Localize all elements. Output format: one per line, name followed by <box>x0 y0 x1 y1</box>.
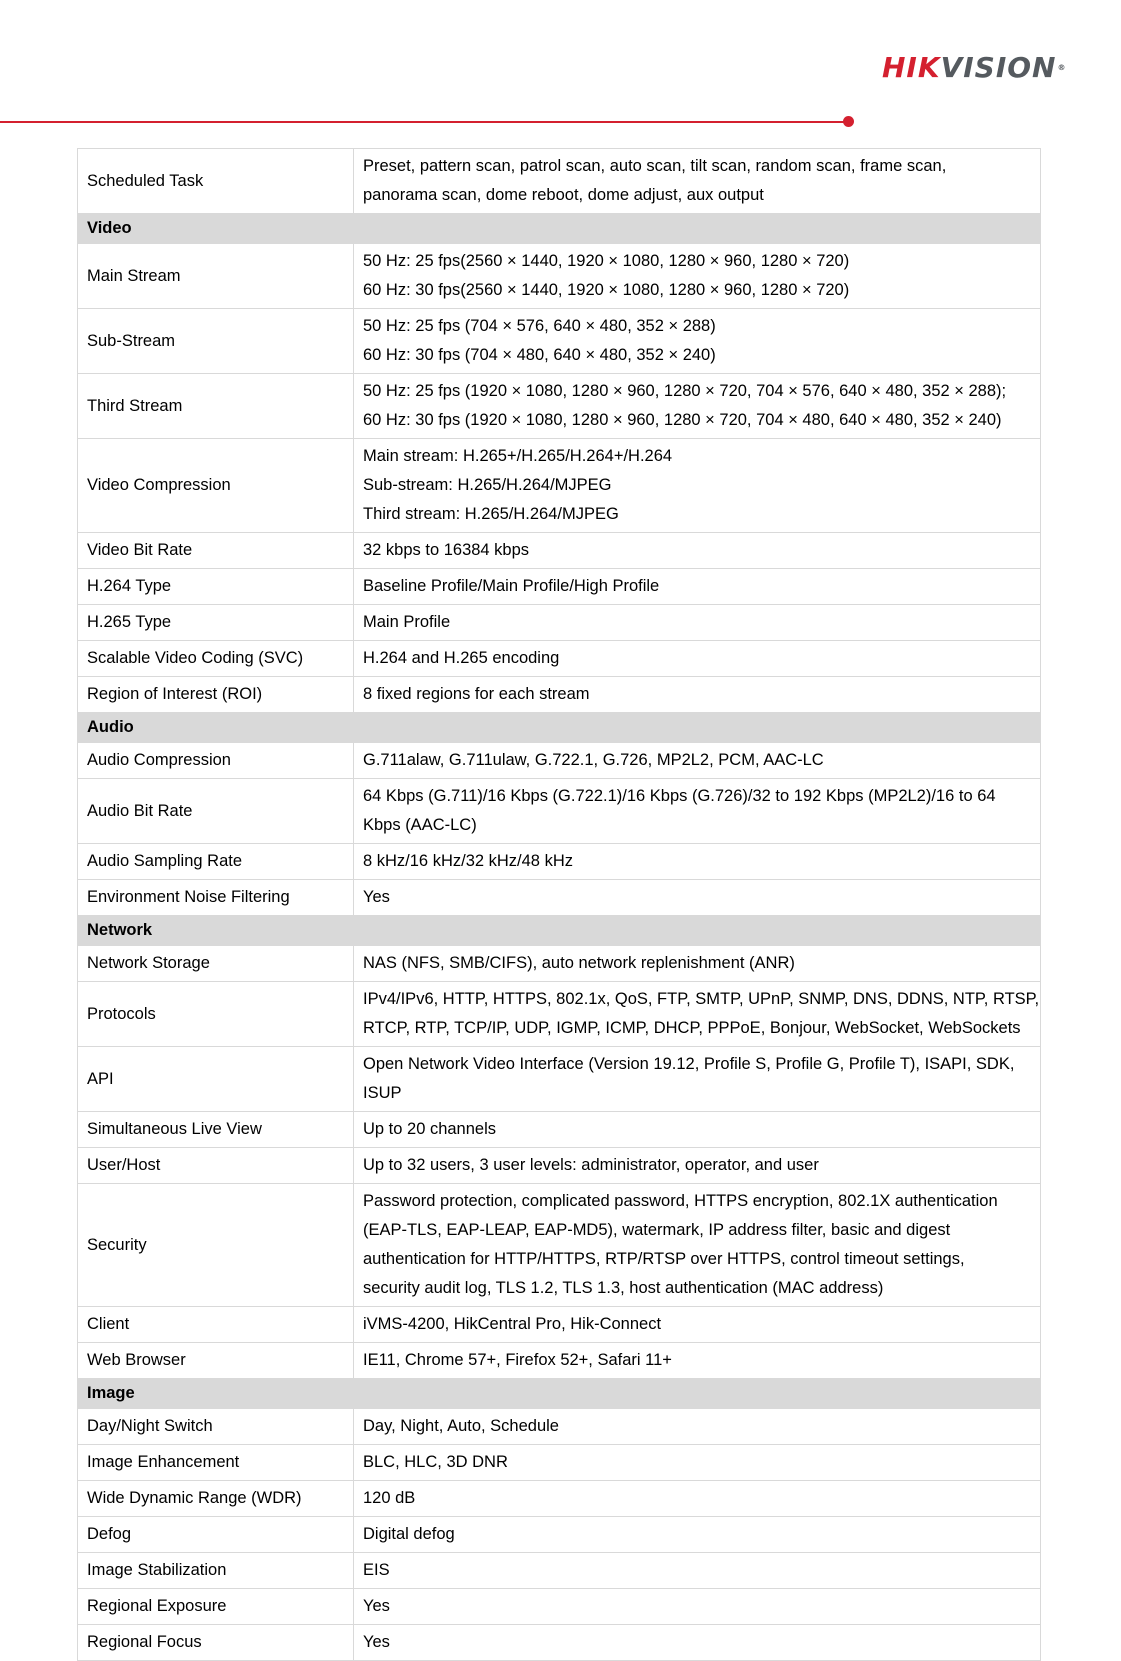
spec-value-line: security audit log, TLS 1.2, TLS 1.3, host authentication (MAC address) <box>363 1279 884 1297</box>
spec-label: Defog <box>78 1517 354 1553</box>
spec-value <box>354 1343 1041 1379</box>
spec-label: H.265 Type <box>78 605 354 641</box>
spec-value-line: NAS (NFS, SMB/CIFS), auto network replenishment (ANR) <box>363 954 795 972</box>
spec-value-line: Yes <box>363 888 390 906</box>
spec-table <box>77 148 1041 1661</box>
spec-value <box>354 743 1041 779</box>
spec-value <box>354 1148 1041 1184</box>
spec-row <box>78 844 1041 880</box>
spec-value-line: Sub-stream: H.265/H.264/MJPEG <box>363 476 612 494</box>
spec-value <box>354 149 1041 214</box>
spec-value <box>354 1445 1041 1481</box>
spec-row <box>78 1445 1041 1481</box>
spec-row <box>78 1343 1041 1379</box>
spec-label: H.264 Type <box>78 569 354 605</box>
spec-row <box>78 880 1041 916</box>
spec-row <box>78 1553 1041 1589</box>
spec-value-line: 50 Hz: 25 fps(2560 × 1440, 1920 × 1080, 1280 × 960, 1280 × 720) <box>363 252 850 270</box>
section-header-row <box>78 916 1041 946</box>
spec-value <box>354 439 1041 533</box>
spec-value-line: Yes <box>363 1597 390 1615</box>
spec-row <box>78 1112 1041 1148</box>
spec-value <box>354 946 1041 982</box>
spec-label: Audio Compression <box>78 743 354 779</box>
spec-row <box>78 677 1041 713</box>
spec-value-line: 60 Hz: 30 fps(2560 × 1440, 1920 × 1080, 1280 × 960, 1280 × 720) <box>363 281 850 299</box>
spec-row <box>78 1148 1041 1184</box>
spec-label: Video Compression <box>78 439 354 533</box>
spec-value <box>354 1307 1041 1343</box>
spec-row <box>78 946 1041 982</box>
logo-vision-text: VISION <box>940 51 1057 84</box>
spec-label: API <box>78 1047 354 1112</box>
spec-value <box>354 374 1041 439</box>
spec-value <box>354 1184 1041 1307</box>
spec-value-line: Preset, pattern scan, patrol scan, auto scan, tilt scan, random scan, frame scan, <box>363 157 947 175</box>
spec-value-line: 120 dB <box>363 1489 416 1507</box>
spec-row <box>78 533 1041 569</box>
spec-row <box>78 1517 1041 1553</box>
logo-registered-mark: ® <box>1057 63 1067 72</box>
spec-value <box>354 309 1041 374</box>
spec-label: Sub-Stream <box>78 309 354 374</box>
spec-row <box>78 1184 1041 1307</box>
spec-table-body <box>78 149 1041 1661</box>
spec-label: Audio Bit Rate <box>78 779 354 844</box>
spec-value-line: Open Network Video Interface (Version 19.12, Profile S, Profile G, Profile T), ISAPI, SDK, <box>363 1055 1015 1073</box>
spec-value-line: H.264 and H.265 encoding <box>363 649 560 667</box>
spec-value <box>354 779 1041 844</box>
spec-label: Day/Night Switch <box>78 1409 354 1445</box>
spec-row <box>78 149 1041 214</box>
spec-value-line: 8 fixed regions for each stream <box>363 685 590 703</box>
spec-value-line: Yes <box>363 1633 390 1651</box>
spec-value <box>354 880 1041 916</box>
spec-row <box>78 1625 1041 1661</box>
spec-label: Environment Noise Filtering <box>78 880 354 916</box>
spec-row <box>78 244 1041 309</box>
spec-value-line: authentication for HTTP/HTTPS, RTP/RTSP over HTTPS, control timeout settings, <box>363 1250 965 1268</box>
spec-value-line: Kbps (AAC-LC) <box>363 816 477 834</box>
spec-value-line: 8 kHz/16 kHz/32 kHz/48 kHz <box>363 852 573 870</box>
spec-value <box>354 1553 1041 1589</box>
spec-label: Security <box>78 1184 354 1307</box>
spec-value-line: G.711alaw, G.711ulaw, G.722.1, G.726, MP2L2, PCM, AAC-LC <box>363 751 824 769</box>
spec-value-line: 32 kbps to 16384 kbps <box>363 541 530 559</box>
spec-row <box>78 1481 1041 1517</box>
spec-value <box>354 1517 1041 1553</box>
spec-row <box>78 982 1041 1047</box>
header-rule <box>0 121 846 123</box>
spec-value-line: Digital defog <box>363 1525 455 1543</box>
spec-value-line: ISUP <box>363 1084 402 1102</box>
spec-value <box>354 844 1041 880</box>
section-title: Video <box>78 214 1041 244</box>
spec-value-line: EIS <box>363 1561 390 1579</box>
spec-value-line: BLC, HLC, 3D DNR <box>363 1453 508 1471</box>
spec-value <box>354 1481 1041 1517</box>
section-title: Network <box>78 916 1041 946</box>
spec-value-line: iVMS-4200, HikCentral Pro, Hik-Connect <box>363 1315 662 1333</box>
spec-value <box>354 605 1041 641</box>
spec-label: Regional Exposure <box>78 1589 354 1625</box>
spec-label: Third Stream <box>78 374 354 439</box>
spec-value-line: 60 Hz: 30 fps (704 × 480, 640 × 480, 352 × 240) <box>363 346 716 364</box>
spec-value <box>354 569 1041 605</box>
spec-row <box>78 743 1041 779</box>
spec-value-line: Up to 20 channels <box>363 1120 497 1138</box>
spec-value <box>354 677 1041 713</box>
spec-value <box>354 1589 1041 1625</box>
spec-value-line: panorama scan, dome reboot, dome adjust, aux output <box>363 186 764 204</box>
spec-value <box>354 1047 1041 1112</box>
spec-row <box>78 641 1041 677</box>
spec-label: Protocols <box>78 982 354 1047</box>
spec-label: Audio Sampling Rate <box>78 844 354 880</box>
spec-value <box>354 533 1041 569</box>
spec-row <box>78 309 1041 374</box>
spec-row <box>78 605 1041 641</box>
hikvision-logo <box>882 50 1072 86</box>
spec-value <box>354 982 1041 1047</box>
spec-label: Network Storage <box>78 946 354 982</box>
spec-label: Image Enhancement <box>78 1445 354 1481</box>
spec-value <box>354 1112 1041 1148</box>
spec-value-line: (EAP-TLS, EAP-LEAP, EAP-MD5), watermark, IP address filter, basic and digest <box>363 1221 951 1239</box>
spec-value-line: 64 Kbps (G.711)/16 Kbps (G.722.1)/16 Kbps (G.726)/32 to 192 Kbps (MP2L2)/16 to 64 <box>363 787 996 805</box>
spec-value-line: IPv4/IPv6, HTTP, HTTPS, 802.1x, QoS, FTP, SMTP, UPnP, SNMP, DNS, DDNS, NTP, RTSP, <box>363 990 1040 1008</box>
spec-value <box>354 641 1041 677</box>
spec-label: User/Host <box>78 1148 354 1184</box>
section-header-row <box>78 713 1041 743</box>
spec-value-line: Main Profile <box>363 613 451 631</box>
spec-value <box>354 1409 1041 1445</box>
spec-value-line: 50 Hz: 25 fps (1920 × 1080, 1280 × 960, 1280 × 720, 704 × 576, 640 × 480, 352 × 288); <box>363 382 1007 400</box>
spec-row <box>78 779 1041 844</box>
section-header-row <box>78 214 1041 244</box>
spec-value-line: Baseline Profile/Main Profile/High Profile <box>363 577 660 595</box>
section-header-row <box>78 1379 1041 1409</box>
spec-row <box>78 374 1041 439</box>
logo-hik-text: HIK <box>882 51 941 84</box>
spec-label: Client <box>78 1307 354 1343</box>
spec-label: Wide Dynamic Range (WDR) <box>78 1481 354 1517</box>
spec-row <box>78 569 1041 605</box>
spec-row <box>78 1409 1041 1445</box>
spec-value-line: 60 Hz: 30 fps (1920 × 1080, 1280 × 960, 1280 × 720, 704 × 480, 640 × 480, 352 × 240) <box>363 411 1002 429</box>
spec-label: Video Bit Rate <box>78 533 354 569</box>
spec-value-line: Day, Night, Auto, Schedule <box>363 1417 559 1435</box>
spec-label: Web Browser <box>78 1343 354 1379</box>
spec-label: Region of Interest (ROI) <box>78 677 354 713</box>
header-rule-dot <box>843 116 854 127</box>
section-title: Audio <box>78 713 1041 743</box>
spec-label: Scheduled Task <box>78 149 354 214</box>
spec-value <box>354 1625 1041 1661</box>
spec-value-line: Password protection, complicated password, HTTPS encryption, 802.1X authentication <box>363 1192 998 1210</box>
section-title: Image <box>78 1379 1041 1409</box>
spec-value-line: Up to 32 users, 3 user levels: administrator, operator, and user <box>363 1156 819 1174</box>
spec-label: Scalable Video Coding (SVC) <box>78 641 354 677</box>
spec-label: Simultaneous Live View <box>78 1112 354 1148</box>
spec-label: Regional Focus <box>78 1625 354 1661</box>
spec-row <box>78 439 1041 533</box>
spec-label: Image Stabilization <box>78 1553 354 1589</box>
spec-value-line: IE11, Chrome 57+, Firefox 52+, Safari 11+ <box>363 1351 672 1369</box>
spec-row <box>78 1047 1041 1112</box>
spec-label: Main Stream <box>78 244 354 309</box>
spec-value-line: Main stream: H.265+/H.265/H.264+/H.264 <box>363 447 673 465</box>
spec-value-line: Third stream: H.265/H.264/MJPEG <box>363 505 619 523</box>
spec-value <box>354 244 1041 309</box>
spec-value-line: RTCP, RTP, TCP/IP, UDP, IGMP, ICMP, DHCP, PPPoE, Bonjour, WebSocket, WebSockets <box>363 1019 1021 1037</box>
spec-value-line: 50 Hz: 25 fps (704 × 576, 640 × 480, 352 × 288) <box>363 317 716 335</box>
spec-row <box>78 1307 1041 1343</box>
spec-row <box>78 1589 1041 1625</box>
